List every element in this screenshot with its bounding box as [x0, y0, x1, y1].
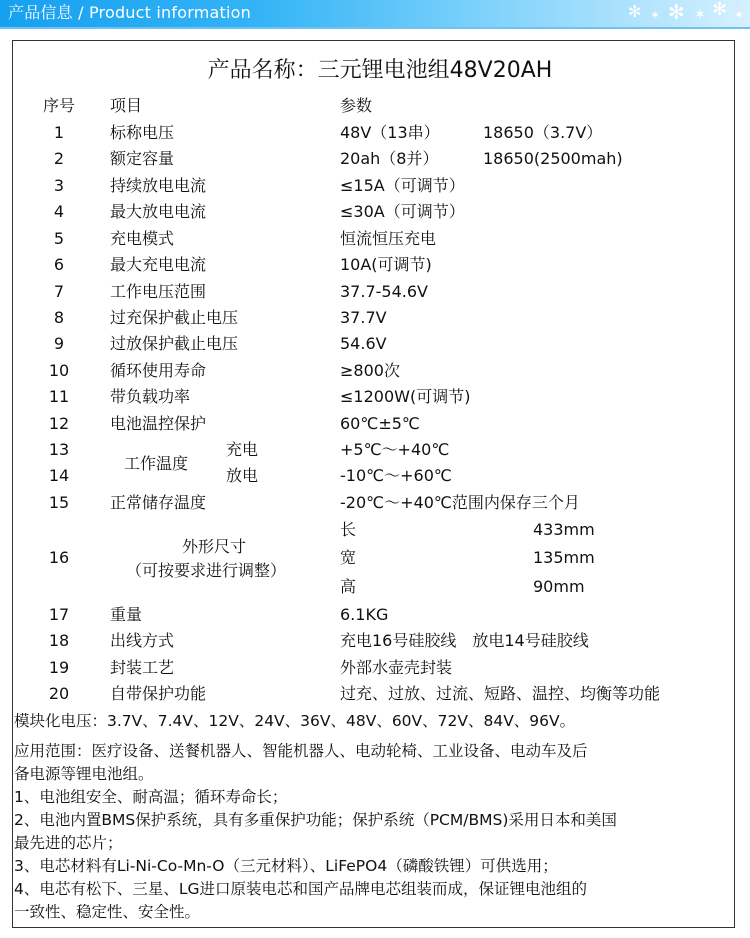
- dimension-label: 高: [340, 577, 357, 596]
- row-number: 7: [53, 282, 65, 301]
- sparkle-icon: ✶: [734, 8, 745, 22]
- row-value: 外部水壶壳封装: [340, 658, 453, 677]
- row-number: 9: [53, 334, 65, 353]
- row-value: 10A(可调节): [340, 255, 432, 274]
- row-number: 19: [48, 658, 70, 677]
- row-number: 14: [48, 466, 70, 485]
- row-value: 37.7-54.6V: [340, 282, 428, 301]
- row-item: 带负载功率: [110, 387, 191, 406]
- note-feature-4-cont: 一致性、稳定性、安全性。: [14, 903, 201, 921]
- row-number: 15: [48, 493, 70, 512]
- sparkle-icon: ✶: [650, 8, 661, 22]
- row-subitem: 充电: [226, 440, 259, 459]
- row-value: 60℃±5℃: [340, 414, 420, 433]
- row-number: 12: [48, 414, 70, 433]
- dimension-value: 90mm: [533, 577, 585, 596]
- row-item: 充电模式: [110, 229, 175, 248]
- row-value: 37.7V: [340, 308, 387, 327]
- row-number: 2: [53, 149, 65, 168]
- row-number: 13: [48, 440, 70, 459]
- row-number: 1: [53, 123, 65, 142]
- note-application-cont: 备电源等锂电池组。: [14, 765, 154, 783]
- row-value-secondary: 18650（3.7V）: [483, 123, 603, 142]
- note-feature-2-cont: 最先进的芯片；: [14, 834, 123, 852]
- row-item: 电池温控保护: [110, 414, 207, 433]
- product-title: 产品名称：三元锂电池组48V20AH: [207, 58, 553, 83]
- dimension-value: 135mm: [533, 548, 595, 567]
- row-number: 11: [48, 387, 70, 406]
- note-feature-3: 3、电芯材料有Li-Ni-Co-Mn-O（三元材料）、LiFePO4（磷酸铁锂）可供选用；: [14, 857, 558, 875]
- row-number: 4: [53, 202, 65, 221]
- row-item: 标称电压: [110, 123, 175, 142]
- row-value: -10℃～+60℃: [340, 466, 452, 485]
- row-value: 48V（13串）: [340, 123, 440, 142]
- column-header-no: 序号: [42, 96, 75, 115]
- row-value: ≤1200W(可调节): [340, 387, 471, 406]
- dimension-value: 433mm: [533, 520, 595, 539]
- row-number: 5: [53, 229, 65, 248]
- row-number: 8: [53, 308, 65, 327]
- sparkle-icon: ✻: [712, 0, 728, 20]
- row-value: 恒流恒压充电: [340, 229, 437, 248]
- row-item: 工作电压范围: [110, 282, 207, 301]
- row-value: 6.1KG: [340, 605, 389, 624]
- row-value: ≤30A（可调节）: [340, 202, 465, 221]
- row-value-secondary: 18650(2500mah): [483, 149, 623, 168]
- row-item: 出线方式: [110, 631, 175, 650]
- row-number: 10: [48, 361, 70, 380]
- row-item: 额定容量: [110, 149, 175, 168]
- row-subitem: 放电: [226, 466, 259, 485]
- row-item: 正常储存温度: [110, 493, 207, 512]
- header-divider: [0, 27, 750, 29]
- row-value: 20ah（8并）: [340, 149, 439, 168]
- row-number: 20: [48, 684, 70, 703]
- dimension-label: 长: [340, 520, 357, 539]
- row-number: 18: [48, 631, 70, 650]
- row-number: 6: [53, 255, 65, 274]
- row-number: 3: [53, 176, 65, 195]
- row-item: 持续放电电流: [110, 176, 207, 195]
- note-application: 应用范围：医疗设备、送餐机器人、智能机器人、电动轮椅、工业设备、电动车及后: [14, 742, 588, 760]
- note-feature-1: 1、电池组安全、耐高温；循环寿命长；: [14, 788, 288, 806]
- row-item: 工作温度: [124, 454, 189, 473]
- row-value: -20℃～+40℃范围内保存三个月: [340, 493, 580, 512]
- row-value: 54.6V: [340, 334, 387, 353]
- note-feature-4: 4、电芯有松下、三星、LG进口原装电芯和国产品牌电芯组装而成，保证锂电池组的: [14, 880, 588, 898]
- column-header-item: 项目: [110, 96, 143, 115]
- row-item: 重量: [110, 605, 143, 624]
- row-value: ≥800次: [340, 361, 400, 380]
- row-item: 外形尺寸: [182, 537, 247, 556]
- row-item: 过放保护截止电压: [110, 334, 239, 353]
- row-item: 自带保护功能: [110, 684, 207, 703]
- sparkle-icon: ✻: [668, 0, 685, 24]
- note-feature-2: 2、电池内置BMS保护系统，具有多重保护功能；保护系统（PCM/BMS)采用日本和美国: [14, 811, 617, 829]
- header-title: 产品信息 / Product information: [8, 3, 251, 22]
- row-number: 17: [48, 605, 70, 624]
- row-item: 循环使用寿命: [110, 361, 207, 380]
- row-item: 过充保护截止电压: [110, 308, 239, 327]
- column-header-param: 参数: [340, 96, 373, 115]
- sparkle-icon: ✻: [628, 2, 642, 21]
- sparkle-icon: ✶: [694, 7, 706, 23]
- header-bar: [0, 0, 750, 27]
- row-item-note: （可按要求进行调整）: [126, 561, 287, 580]
- dimension-label: 宽: [340, 548, 357, 567]
- row-value: 充电16号硅胶线 放电14号硅胶线: [340, 631, 589, 650]
- note-module-voltage: 模块化电压：3.7V、7.4V、12V、24V、36V、48V、60V、72V、84V、96V。: [14, 712, 576, 730]
- row-value: +5℃～+40℃: [340, 440, 450, 459]
- row-value: ≤15A（可调节）: [340, 176, 465, 195]
- row-item: 封装工艺: [110, 658, 175, 677]
- row-item: 最大放电电流: [110, 202, 207, 221]
- row-number: 16: [48, 548, 70, 567]
- row-value: 过充、过放、过流、短路、温控、均衡等功能: [340, 684, 661, 703]
- row-item: 最大充电电流: [110, 255, 207, 274]
